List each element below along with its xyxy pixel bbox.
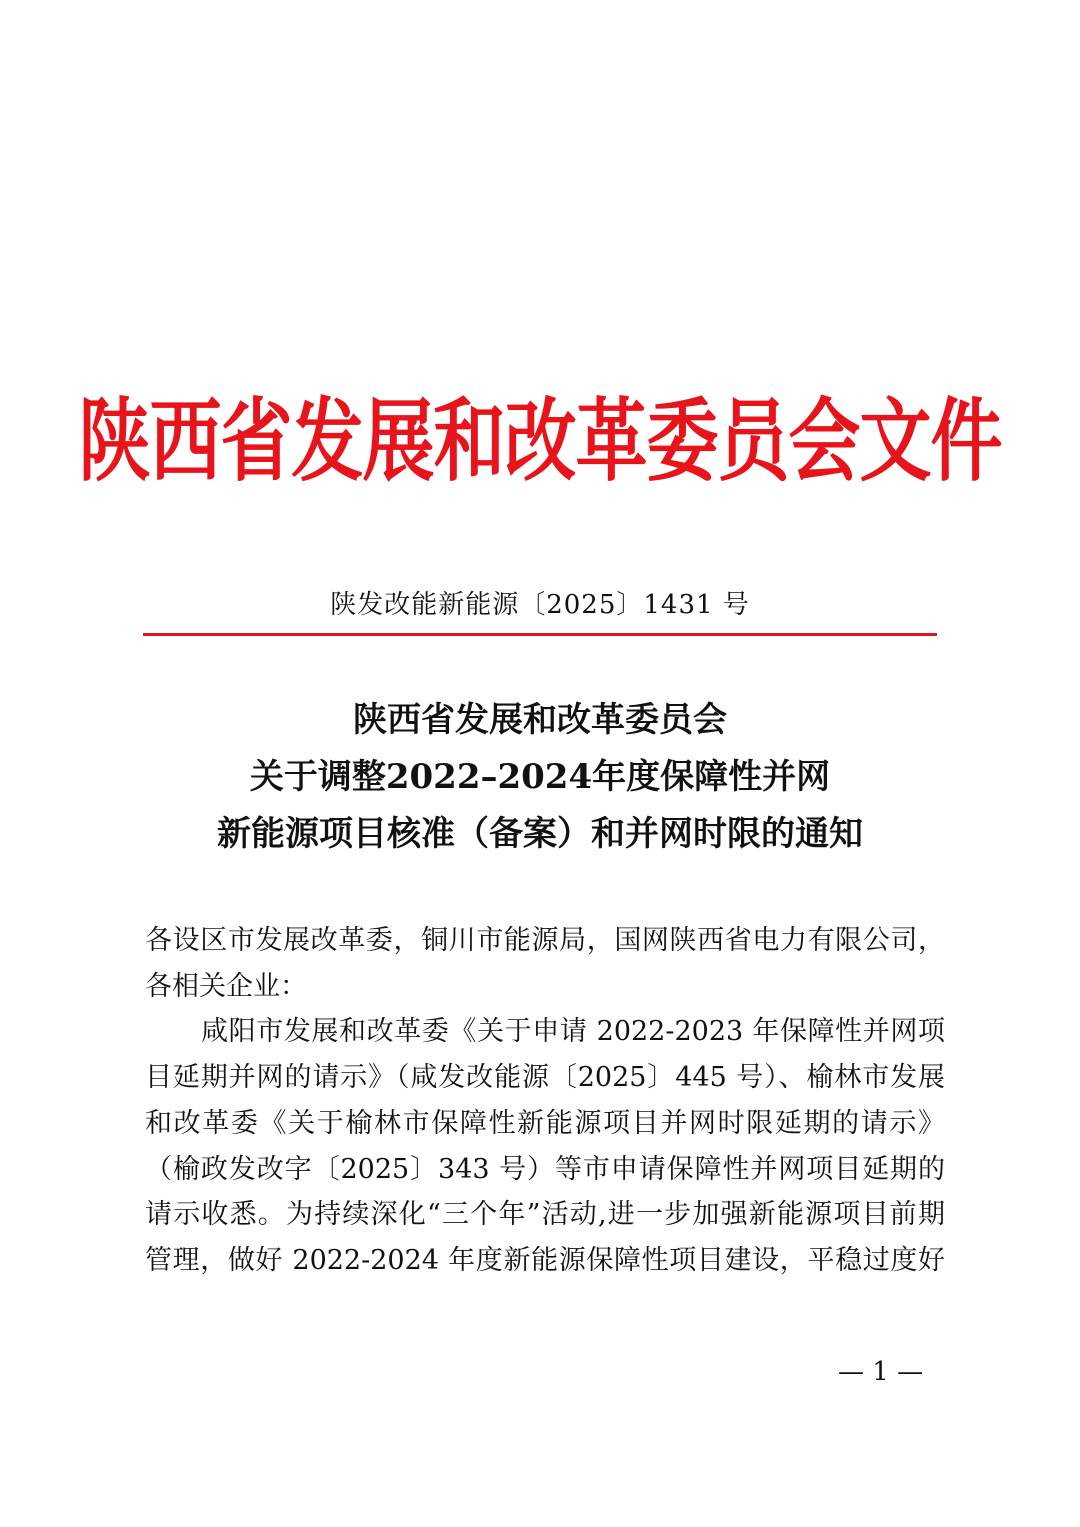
body-line: 各相关企业： bbox=[145, 970, 307, 1002]
title-line-1: 陕西省发展和改革委员会 bbox=[353, 700, 727, 740]
page-number: — 1 — bbox=[838, 1357, 924, 1387]
issuer-header: 陕西省发展和改革委员会文件 bbox=[78, 388, 1002, 494]
body-line: （榆政发改字〔2025〕343 号）等市申请保障性并网项目延期的 bbox=[145, 1153, 945, 1185]
red-separator-line bbox=[143, 633, 937, 636]
document-number: 陕发改能新能源〔2025〕1431 号 bbox=[330, 590, 750, 620]
title-line-3: 新能源项目核准（备案）和并网时限的通知 bbox=[217, 814, 863, 854]
body-line: 和改革委《关于榆林市保障性新能源项目并网时限延期的请示》 bbox=[145, 1107, 945, 1139]
notice-body bbox=[145, 918, 945, 1284]
title-line-2: 关于调整2022–2024年度保障性并网 bbox=[249, 757, 831, 797]
notice-title bbox=[0, 692, 1080, 863]
body-line: 目延期并网的请示》（咸发改能源〔2025〕445 号）、榆林市发展 bbox=[145, 1062, 945, 1094]
body-line: 各设区市发展改革委，铜川市能源局，国网陕西省电力有限公司， bbox=[145, 925, 945, 956]
body-line: 管理，做好 2022-2024 年度新能源保障性项目建设，平稳过度好 bbox=[145, 1244, 945, 1276]
body-line: 请示收悉。为持续深化“三个年”活动,进一步加强新能源项目前期 bbox=[145, 1199, 945, 1231]
body-line: 咸阳市发展和改革委《关于申请 2022-2023 年保障性并网项 bbox=[201, 1016, 945, 1048]
